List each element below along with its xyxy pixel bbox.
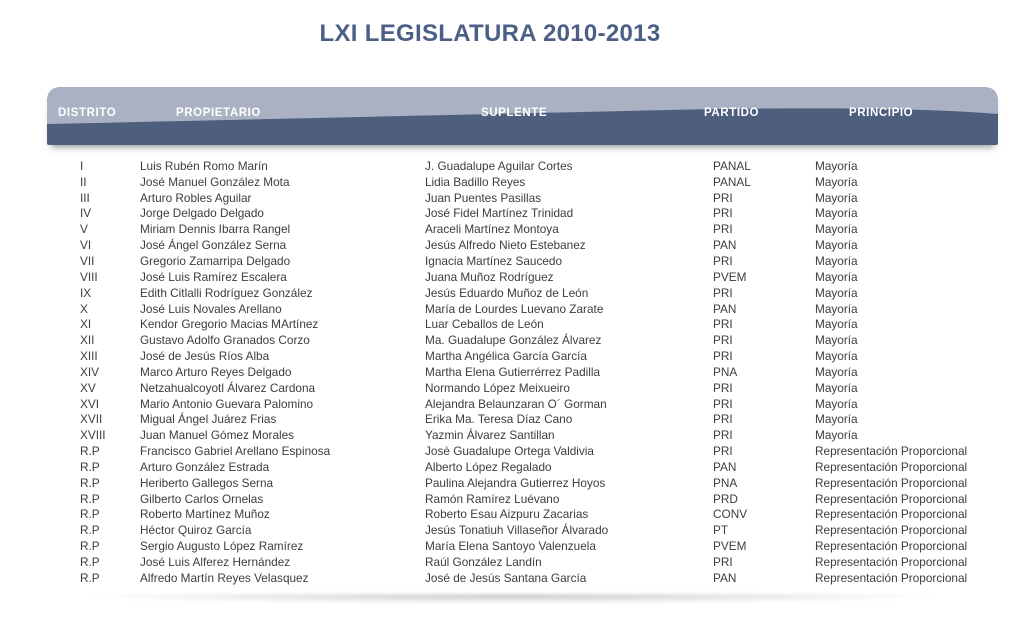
column-header-distrito: DISTRITO (58, 107, 117, 119)
cell-distrito: IV (80, 206, 92, 221)
table-row (0, 459, 1024, 475)
table-row (0, 332, 1024, 348)
cell-partido: PRI (713, 285, 733, 300)
table-body (0, 158, 1024, 586)
table-row (0, 507, 1024, 523)
cell-propietario: José Luis Ramírez Escalera (140, 269, 287, 284)
cell-propietario: Kendor Gregorio Macias MArtínez (140, 317, 319, 332)
cell-principio: Mayoría (815, 222, 858, 237)
cell-partido: PT (713, 523, 729, 538)
cell-distrito: XVIII (80, 428, 106, 443)
table-row (0, 206, 1024, 222)
cell-propietario: Edith Citlalli Rodríguez González (140, 285, 313, 300)
cell-distrito: IX (80, 285, 92, 300)
table-row (0, 316, 1024, 332)
cell-suplente: Jesús Alfredo Nieto Estebanez (425, 238, 586, 253)
cell-propietario: José Ángel González Serna (140, 238, 287, 253)
table-row (0, 158, 1024, 174)
cell-partido: PRI (713, 349, 733, 364)
table-row (0, 190, 1024, 206)
cell-distrito: V (80, 222, 88, 237)
cell-principio: Mayoría (815, 253, 858, 268)
cell-propietario: Gustavo Adolfo Granados Corzo (140, 333, 310, 348)
page-title: LXI LEGISLATURA 2010-2013 (319, 20, 661, 47)
cell-propietario: Sergio Augusto López Ramírez (140, 539, 304, 554)
cell-suplente: Araceli Martínez Montoya (425, 222, 559, 237)
cell-principio: Mayoría (815, 428, 858, 443)
cell-suplente: Jesús Eduardo Muñoz de León (425, 285, 589, 300)
cell-suplente: Yazmin Álvarez Santillan (425, 428, 555, 443)
cell-principio: Mayoría (815, 396, 858, 411)
cell-principio: Mayoría (815, 238, 858, 253)
cell-partido: PRD (713, 491, 738, 506)
cell-principio: Mayoría (815, 190, 858, 205)
cell-suplente: Luar Ceballos de León (425, 317, 544, 332)
table-row (0, 380, 1024, 396)
table-row (0, 522, 1024, 538)
cell-partido: PAN (713, 459, 737, 474)
table-row (0, 427, 1024, 443)
table-row (0, 412, 1024, 428)
cell-distrito: III (80, 190, 90, 205)
cell-suplente: Ramón Ramírez Luévano (425, 491, 560, 506)
table-row (0, 364, 1024, 380)
cell-principio: Mayoría (815, 301, 858, 316)
cell-propietario: José Luis Novales Arellano (140, 301, 282, 316)
cell-suplente: J. Guadalupe Aguilar Cortes (425, 158, 573, 173)
cell-partido: PRI (713, 317, 733, 332)
column-header-partido: PARTIDO (704, 107, 760, 119)
table-row (0, 174, 1024, 190)
cell-partido: CONV (713, 507, 748, 522)
cell-suplente: María Elena Santoyo Valenzuela (425, 539, 596, 554)
cell-distrito: VII (80, 253, 95, 268)
column-header-suplente: SUPLENTE (481, 107, 548, 119)
cell-propietario: Miriam Dennis Ibarra Rangel (140, 222, 291, 237)
cell-partido: PANAL (713, 158, 751, 173)
cell-suplente: Paulina Alejandra Gutierrez Hoyos (425, 475, 606, 490)
cell-propietario: Luis Rubén Romo Marín (140, 158, 268, 173)
cell-partido: PRI (713, 333, 733, 348)
cell-partido: PVEM (713, 269, 747, 284)
table-row (0, 301, 1024, 317)
cell-distrito: X (80, 301, 88, 316)
cell-propietario: Francisco Gabriel Arellano Espinosa (140, 444, 331, 459)
cell-propietario: Arturo González Estrada (140, 459, 270, 474)
cell-distrito: R.P (80, 539, 100, 554)
cell-distrito: XV (80, 380, 96, 395)
cell-principio: Mayoría (815, 333, 858, 348)
table-row (0, 221, 1024, 237)
cell-distrito: R.P (80, 523, 100, 538)
cell-suplente: Martha Elena Gutierrérrez Padilla (425, 364, 601, 379)
cell-principio: Mayoría (815, 206, 858, 221)
cell-suplente: Roberto Esau Aizpuru Zacarias (425, 507, 589, 522)
cell-principio: Mayoría (815, 285, 858, 300)
cell-principio: Representación Proporcional (815, 507, 968, 522)
table-row (0, 348, 1024, 364)
cell-distrito: II (80, 174, 87, 189)
cell-suplente: Ma. Guadalupe González Álvarez (425, 333, 602, 348)
cell-propietario: José de Jesús Ríos Alba (140, 349, 270, 364)
table-row (0, 443, 1024, 459)
cell-partido: PRI (713, 396, 733, 411)
cell-propietario: Gilberto Carlos Ornelas (140, 491, 264, 506)
cell-principio: Mayoría (815, 317, 858, 332)
cell-distrito: XIII (80, 349, 98, 364)
cell-suplente: José Fidel Martínez Trinidad (425, 206, 574, 221)
cell-distrito: XIV (80, 364, 100, 379)
cell-distrito: R.P (80, 475, 100, 490)
table-row (0, 269, 1024, 285)
cell-distrito: VI (80, 238, 92, 253)
cell-partido: PRI (713, 428, 733, 443)
cell-partido: PANAL (713, 174, 751, 189)
table-row (0, 237, 1024, 253)
column-header-propietario: PROPIETARIO (176, 107, 261, 119)
cell-partido: PRI (713, 253, 733, 268)
cell-partido: PRI (713, 380, 733, 395)
cell-principio: Mayoría (815, 380, 858, 395)
cell-suplente: Josè Guadalupe Ortega Valdivia (425, 444, 594, 459)
cell-partido: PRI (713, 206, 733, 221)
cell-principio: Representación Proporcional (815, 491, 968, 506)
cell-propietario: José Luis Alferez Hernández (140, 555, 291, 570)
cell-principio: Representación Proporcional (815, 523, 968, 538)
table-row (0, 491, 1024, 507)
cell-propietario: Juan Manuel Gómez Morales (140, 428, 295, 443)
cell-distrito: XVI (80, 396, 100, 411)
cell-principio: Representación Proporcional (815, 459, 968, 474)
cell-propietario: Héctor Quiroz García (140, 523, 252, 538)
cell-partido: PRI (713, 190, 733, 205)
cell-partido: PAN (713, 238, 737, 253)
table-row (0, 396, 1024, 412)
cell-principio: Mayoría (815, 412, 858, 427)
cell-suplente: Raúl González Landín (425, 555, 542, 570)
table-header-banner (47, 87, 998, 145)
cell-partido: PRI (713, 412, 733, 427)
cell-principio: Mayoría (815, 158, 858, 173)
cell-propietario: Arturo Robles Aguilar (140, 190, 252, 205)
cell-principio: Representación Proporcional (815, 475, 968, 490)
column-header-principio: PRINCIPIO (849, 107, 914, 119)
table-row (0, 538, 1024, 554)
cell-distrito: R.P (80, 491, 100, 506)
cell-propietario: Heriberto Gallegos Serna (140, 475, 274, 490)
cell-distrito: XVII (80, 412, 103, 427)
cell-principio: Mayoría (815, 174, 858, 189)
cell-distrito: XII (80, 333, 95, 348)
cell-propietario: Jorge Delgado Delgado (140, 206, 264, 221)
cell-suplente: José de Jesús Santana García (425, 570, 587, 585)
cell-distrito: R.P (80, 459, 100, 474)
cell-distrito: VIII (80, 269, 98, 284)
cell-partido: PRI (713, 555, 733, 570)
cell-suplente: Jesús Tonatiuh Villaseñor Álvarado (425, 523, 609, 538)
cell-distrito: I (80, 158, 84, 173)
cell-suplente: Lidia Badillo Reyes (425, 174, 526, 189)
cell-distrito: R.P (80, 555, 100, 570)
cell-partido: PAN (713, 301, 737, 316)
bottom-shadow (25, 594, 1000, 607)
table-row (0, 554, 1024, 570)
cell-propietario: Mario Antonio Guevara Palomino (140, 396, 314, 411)
cell-suplente: Normando López Meixueiro (425, 380, 570, 395)
cell-propietario: Gregorio Zamarripa Delgado (140, 253, 291, 268)
cell-suplente: Juan Puentes Pasillas (425, 190, 542, 205)
cell-suplente: María de Lourdes Luevano Zarate (425, 301, 604, 316)
cell-suplente: Martha Angélica García García (425, 349, 587, 364)
cell-partido: PRI (713, 444, 733, 459)
cell-partido: PNA (713, 475, 738, 490)
cell-suplente: Juana Muñoz Rodríguez (425, 269, 554, 284)
cell-propietario: Migual Ángel Juárez Frias (140, 412, 277, 427)
cell-partido: PVEM (713, 539, 747, 554)
cell-propietario: Alfredo Martín Reyes Velasquez (140, 570, 309, 585)
cell-principio: Representación Proporcional (815, 570, 968, 585)
table-row (0, 253, 1024, 269)
cell-partido: PAN (713, 570, 737, 585)
cell-distrito: R.P (80, 570, 100, 585)
cell-principio: Mayoría (815, 349, 858, 364)
cell-partido: PNA (713, 364, 738, 379)
cell-principio: Mayoría (815, 269, 858, 284)
cell-distrito: XI (80, 317, 92, 332)
cell-propietario: Roberto Martínez Muñoz (140, 507, 270, 522)
cell-suplente: Alejandra Belaunzaran O´ Gorman (425, 396, 607, 411)
cell-propietario: Netzahualcoyotl Álvarez Cardona (140, 380, 316, 395)
cell-principio: Mayoría (815, 364, 858, 379)
cell-principio: Representación Proporcional (815, 444, 968, 459)
cell-principio: Representación Proporcional (815, 555, 968, 570)
cell-suplente: Alberto López Regalado (425, 459, 552, 474)
table-row (0, 475, 1024, 491)
cell-principio: Representación Proporcional (815, 539, 968, 554)
cell-suplente: Ignacia Martínez Saucedo (425, 253, 563, 268)
cell-propietario: Marco Arturo Reyes Delgado (140, 364, 292, 379)
cell-partido: PRI (713, 222, 733, 237)
cell-suplente: Erika Ma. Teresa Díaz Cano (425, 412, 573, 427)
cell-distrito: R.P (80, 507, 100, 522)
cell-propietario: José Manuel González Mota (140, 174, 290, 189)
table-row (0, 570, 1024, 586)
cell-distrito: R.P (80, 444, 100, 459)
table-row (0, 285, 1024, 301)
